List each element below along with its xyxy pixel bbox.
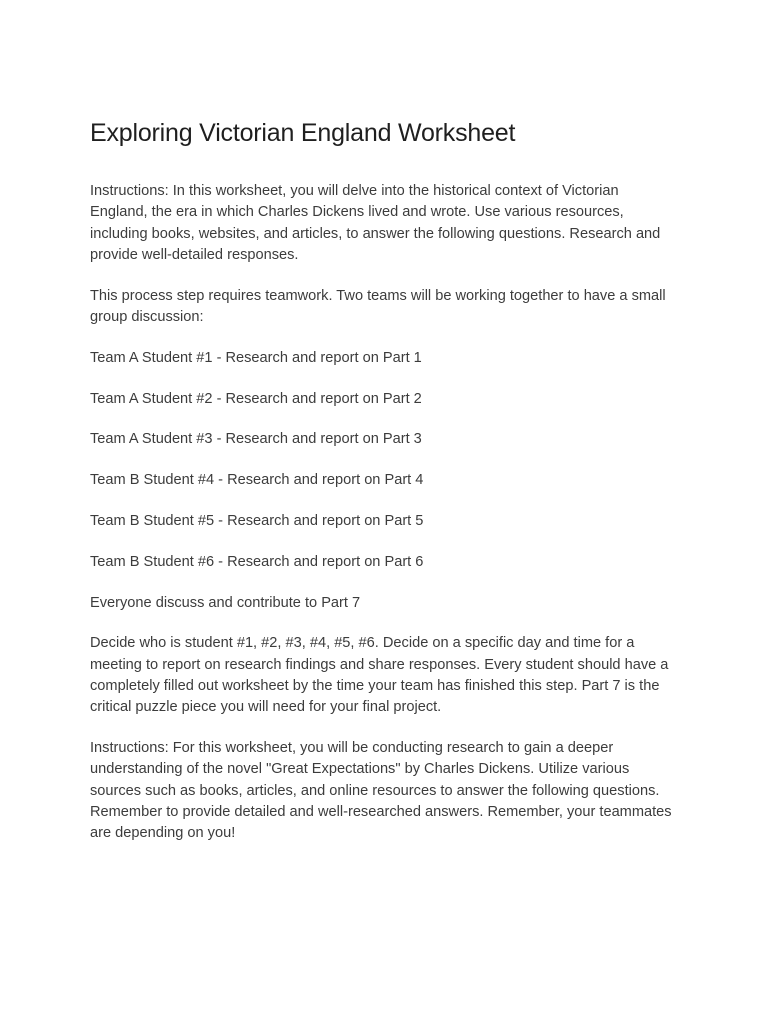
team-assignment-5: Team B Student #5 - Research and report on Part 5: [90, 512, 424, 529]
instructions-paragraph: Instructions: In this worksheet, you will delve into the historical context of Victorian England, the era in which Charles Dickens lived and wrote. Use various resources, including books, websites, and articles, to answer the following questions. Research and provide well-detailed responses.: [90, 183, 661, 263]
teamwork-paragraph: This process step requires teamwork. Two teams will be working together to have a small group discussion:: [90, 287, 666, 325]
team-assignment-3: Team A Student #3 - Research and report on Part 3: [90, 431, 422, 448]
team-assignment-2: Team A Student #2 - Research and report on Part 2: [90, 390, 422, 407]
research-instructions-paragraph: Instructions: For this worksheet, you will be conducting research to gain a deeper understanding of the novel "Great Expectations" by Charles Dickens. Utilize various sources such as books, articles, and online resources to answer the following questions. Remember to provide detailed and well-researched answers. Remember, your teammates are depending on you!: [90, 740, 672, 842]
team-assignment-all: Everyone discuss and contribute to Part 7: [90, 594, 361, 611]
meeting-paragraph: Decide who is student #1, #2, #3, #4, #5, #6. Decide on a specific day and time for a meeting to report on research findings and share responses. Every student should have a completely filled out worksheet by the time your team has finished this step. Part 7 is the critical puzzle piece you will need for your final project.: [90, 635, 669, 716]
document-title: Exploring Victorian England Worksheet: [90, 119, 516, 147]
team-assignment-4: Team B Student #4 - Research and report on Part 4: [90, 472, 424, 489]
document-page: [90, 116, 680, 864]
team-assignment-1: Team A Student #1 - Research and report on Part 1: [90, 349, 422, 366]
team-assignment-6: Team B Student #6 - Research and report on Part 6: [90, 553, 424, 570]
